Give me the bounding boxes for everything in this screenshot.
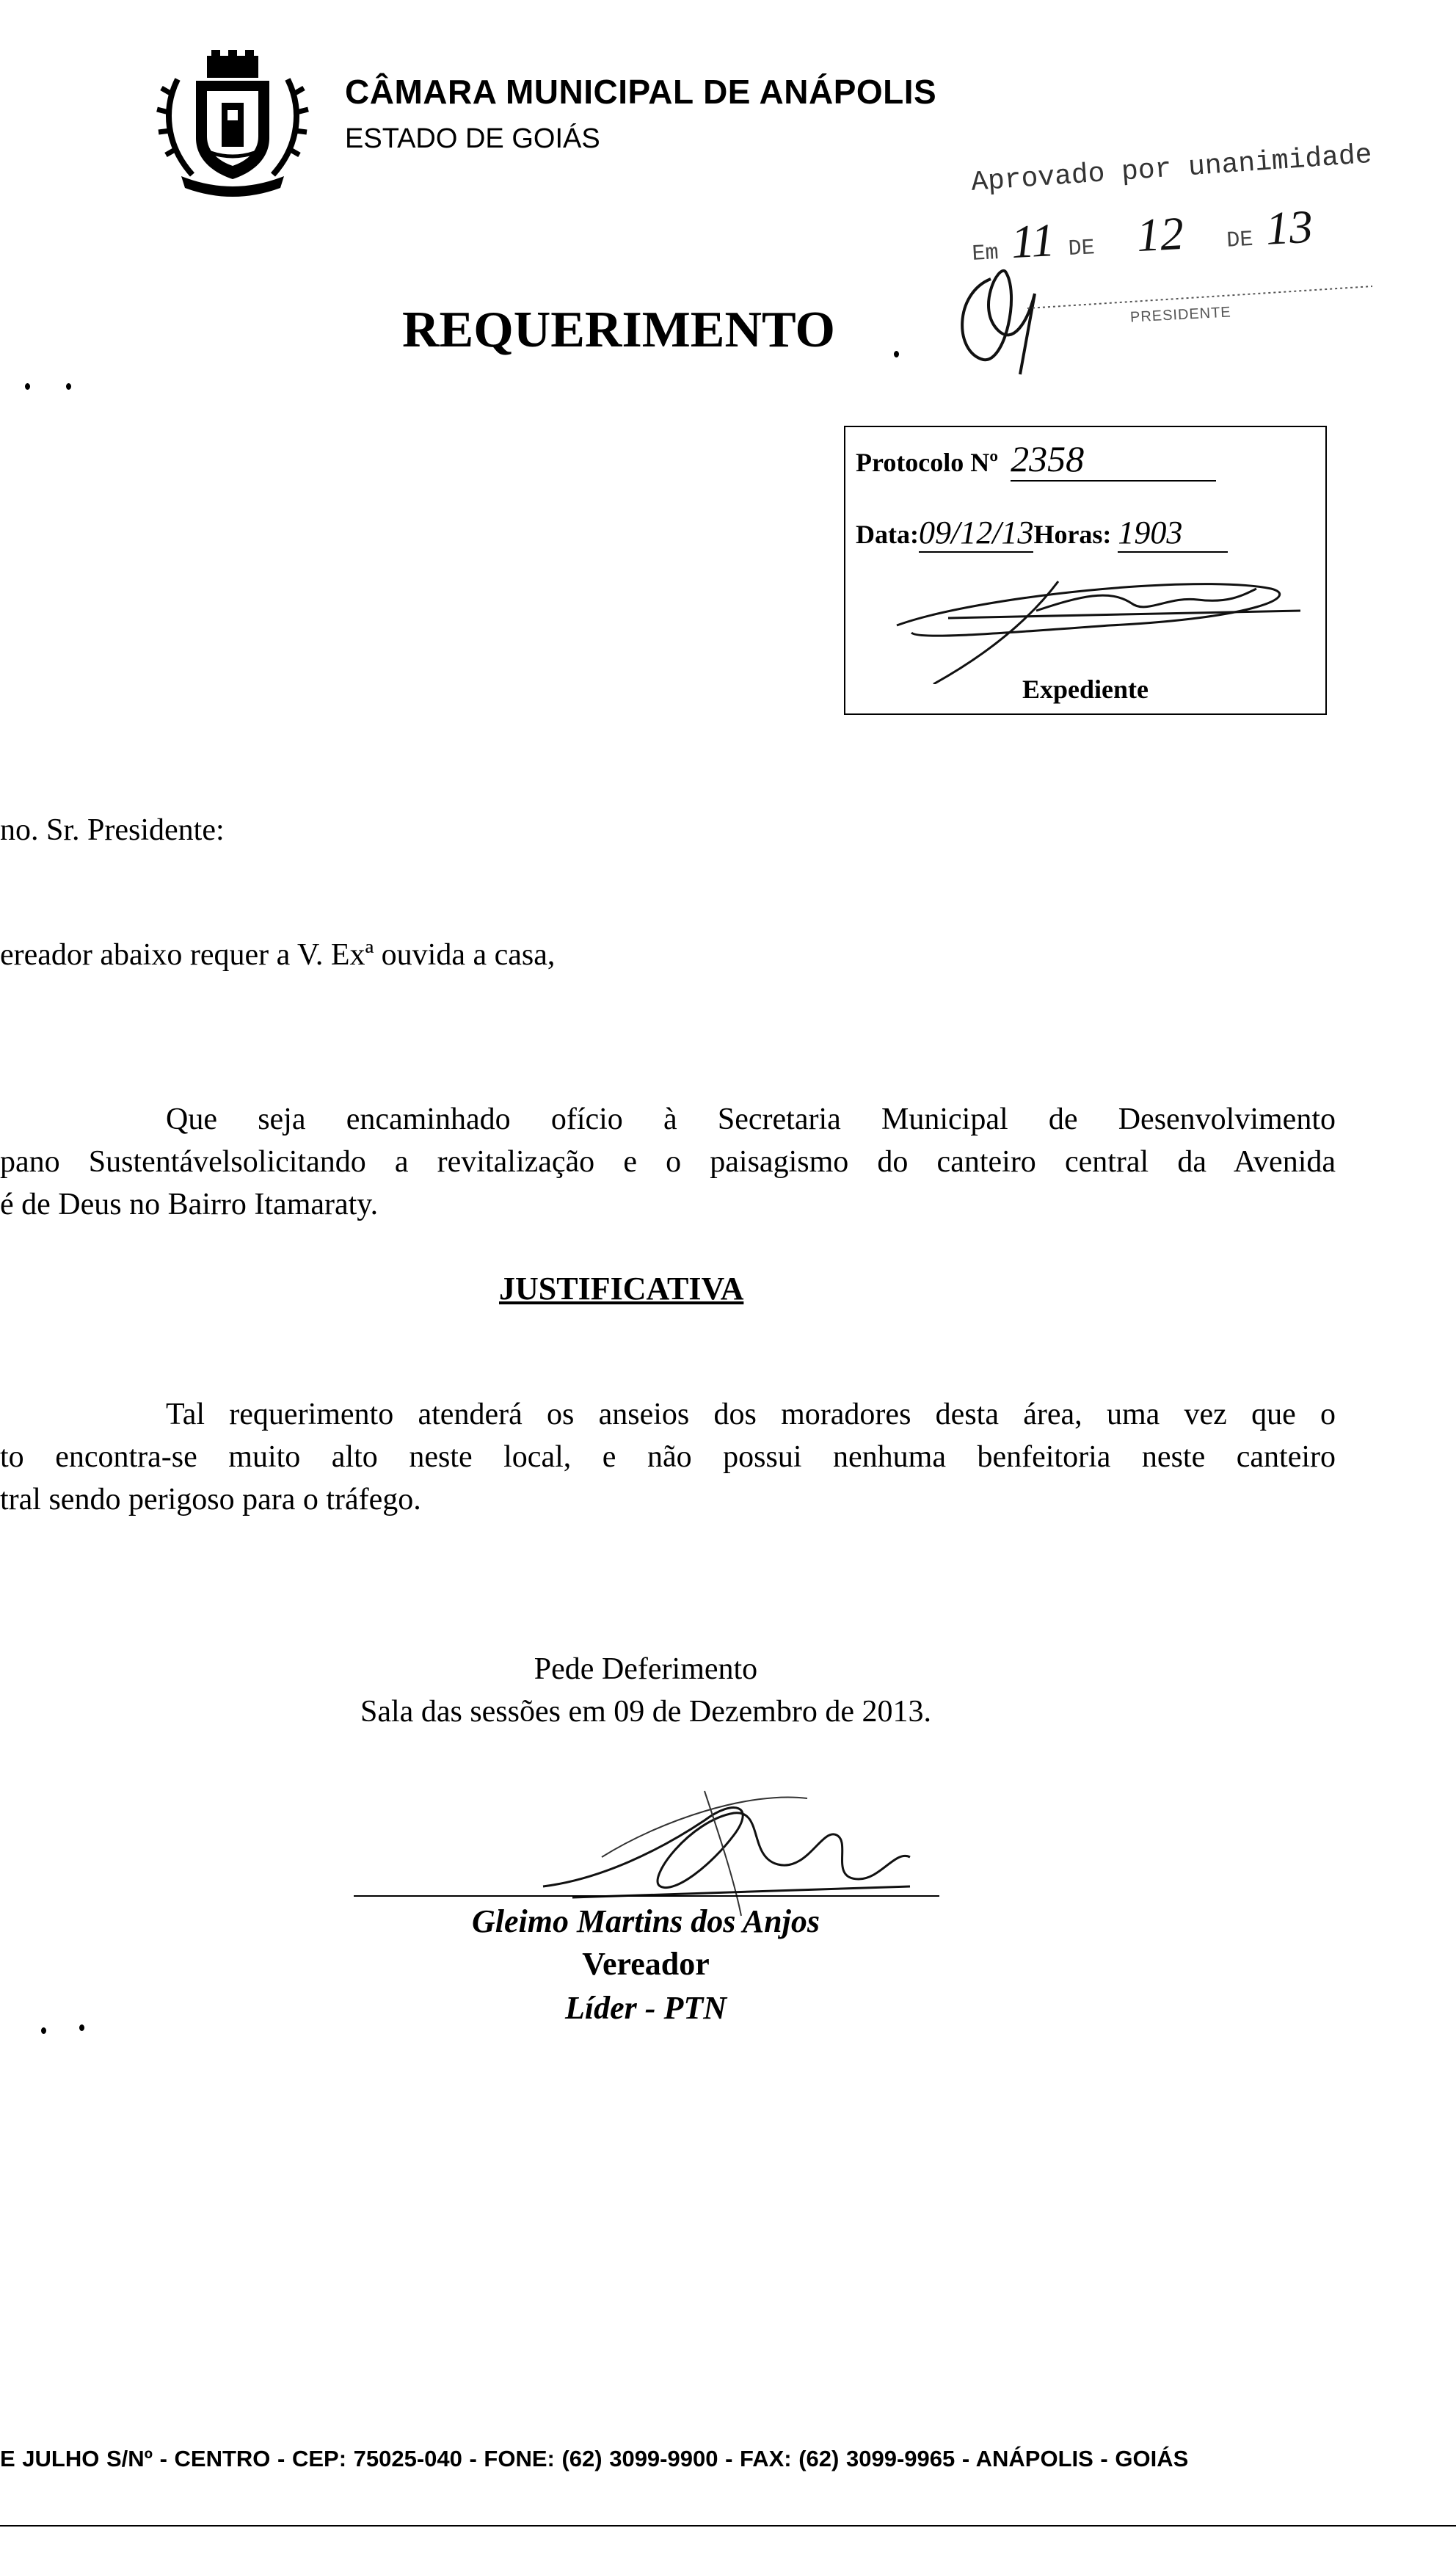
approval-month: 12 (1135, 206, 1185, 262)
justification-title: JUSTIFICATIVA (499, 1271, 744, 1307)
salutation: no. Sr. Presidente: (0, 813, 225, 847)
footer-rule (0, 2525, 1456, 2527)
protocol-signature (889, 567, 1300, 684)
signature-line (354, 1895, 939, 1897)
scan-speck (894, 351, 899, 357)
closing: Pede Deferimento (534, 1652, 758, 1686)
approval-day: 11 (1010, 214, 1056, 269)
document-title: REQUERIMENTO (402, 302, 835, 358)
approval-de-label-2: DE (1226, 227, 1254, 254)
justification-line-2: to encontra-se muito alto neste local, e não possui nenhuma benfeitoria neste canteiro (0, 1440, 1336, 1474)
institution-name: CÂMARA MUNICIPAL DE ANÁPOLIS (345, 73, 937, 111)
protocol-date-row (856, 514, 1228, 553)
place-date: Sala das sessões em 09 de Dezembro de 2013. (360, 1695, 931, 1729)
councilor-role: Vereador (582, 1946, 710, 1982)
protocol-number-label: Protocolo Nº (856, 448, 999, 477)
footer-address: E JULHO S/Nº - CENTRO - CEP: 75025-040 - FONE: (62) 3099-9900 - FAX: (62) 3099-9965 - ANÁPOLIS - GOIÁS (0, 2446, 1189, 2471)
state-name: ESTADO DE GOIÁS (345, 123, 600, 154)
approval-year: 13 (1264, 200, 1314, 255)
request-line-1: Que seja encaminhado ofício à Secretaria Municipal de Desenvolvimento (166, 1103, 1336, 1136)
protocol-time-value: 1903 (1118, 514, 1228, 553)
protocol-number-row (856, 437, 1216, 482)
councilor-signature (514, 1776, 925, 1923)
approval-stamp-text: Aprovado por unanimidade (970, 139, 1373, 199)
scan-speck (79, 2024, 84, 2031)
intro-line: ereador abaixo requer a V. Exª ouvida a casa, (0, 938, 556, 972)
councilor-party: Líder - PTN (565, 1990, 727, 2026)
scan-speck (66, 383, 71, 390)
protocol-section-label: Expediente (1022, 675, 1149, 704)
protocol-number-value: 2358 (1011, 437, 1216, 482)
protocol-date-value: 09/12/13 (919, 514, 1033, 553)
scan-speck (25, 383, 30, 390)
request-line-2: pano Sustentávelsolicitando a revitalização e o paisagismo do canteiro central da Avenida (0, 1145, 1336, 1179)
approval-de-label: DE (1067, 236, 1096, 263)
approval-stamp-role: PRESIDENTE (1129, 304, 1232, 326)
request-line-3: é de Deus no Bairro Itamaraty. (0, 1188, 379, 1221)
scan-speck (41, 2027, 46, 2034)
justification-line-3: tral sendo perigoso para o tráfego. (0, 1483, 421, 1516)
approval-date-prefix: Em (971, 241, 1000, 267)
protocol-time-label: Horas: (1033, 520, 1112, 549)
justification-line-1: Tal requerimento atenderá os anseios dos moradores desta área, uma vez que o (166, 1398, 1336, 1431)
protocol-date-label: Data: (856, 520, 919, 549)
councilor-name: Gleimo Martins dos Anjos (472, 1903, 820, 1939)
protocol-box (844, 426, 1327, 715)
municipal-coat-of-arms-icon (156, 50, 310, 197)
